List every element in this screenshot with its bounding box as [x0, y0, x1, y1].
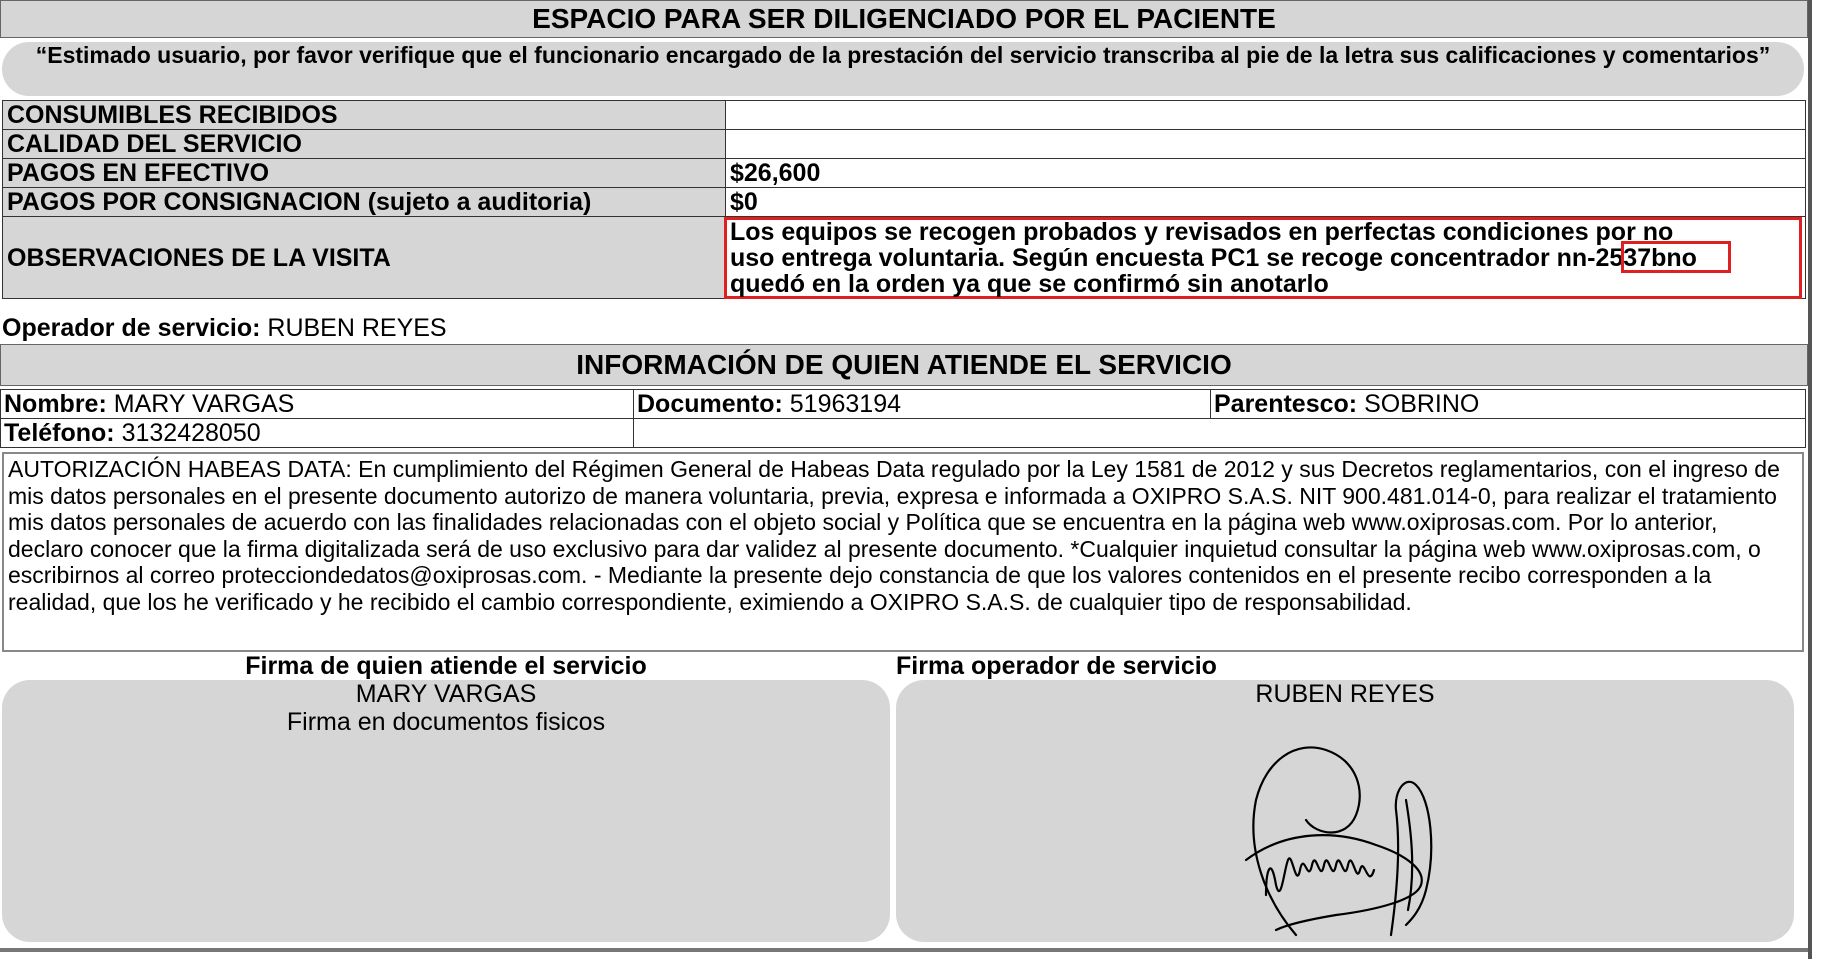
- habeas-data-text: AUTORIZACIÓN HABEAS DATA: En cumplimiento del Régimen General de Habeas Data regulado por la Ley 1581 de 2012 y sus Decretos reglamentarios, con el ingreso de mis datos personales en el presente documento autorizo de manera voluntaria, previa, expresa e informada a OXIPRO S.A.S. NIT 900.481.014-0, para realizar el tratamiento mis datos personales de acuerdo con las finalidades relacionadas con el objeto social y Política que se encuentra en la página web www.oxiprosas.com. Por lo anterior, declaro conocer que la firma digitalizada será de uso exclusivo para dar validez al presente documento. *Cualquier inquietud consultar la página web www.oxiprosas.com, o escribirnos al correo protecciondedatos@oxiprosas.com. - Mediante la presente dejo constancia de que los valores contenidos en el presente recibo corresponden a la realidad, que los he verificado y he recibido el cambio correspondiente, eximiendo a OXIPRO S.A.S. de cualquier tipo de responsabilidad.: [2, 452, 1804, 652]
- field-value: [726, 130, 1806, 159]
- nombre-value: MARY VARGAS: [106, 390, 295, 418]
- table-row: [3, 217, 1806, 299]
- parentesco-cell: [1211, 390, 1806, 419]
- field-label-bold: PAGOS POR CONSIGNACION: [7, 188, 361, 216]
- field-label: CALIDAD DEL SERVICIO: [3, 130, 726, 159]
- field-label: OBSERVACIONES DE LA VISITA: [3, 217, 726, 299]
- attendee-signature-name: MARY VARGAS: [355, 680, 537, 708]
- patient-section-title: ESPACIO PARA SER DILIGENCIADO POR EL PACIENTE: [0, 0, 1808, 38]
- field-value: $0: [726, 188, 1806, 217]
- documento-cell: [634, 390, 1211, 419]
- attendee-signature-box: [2, 680, 890, 942]
- documento-label: Documento:: [637, 390, 783, 418]
- observations-cell: [726, 217, 1806, 299]
- service-details-table: [2, 100, 1806, 299]
- operator-signature-box: [896, 680, 1794, 942]
- documento-value: 51963194: [782, 390, 902, 418]
- nombre-cell: [1, 390, 634, 419]
- nombre-label: Nombre:: [4, 390, 107, 418]
- handwritten-signature-image: [1226, 720, 1446, 940]
- operator-signature-label: Firma operador de servicio: [896, 652, 1217, 680]
- attendee-section-title: INFORMACIÓN DE QUIEN ATIENDE EL SERVICIO: [0, 344, 1808, 386]
- field-label: CONSUMIBLES RECIBIDOS: [3, 101, 726, 130]
- field-label-note: (sujeto a auditoria): [360, 188, 592, 216]
- table-row: [3, 188, 1806, 217]
- operator-label: Operador de servicio:: [2, 314, 261, 342]
- telefono-cell: [1, 419, 634, 448]
- empty-cell: [634, 419, 1806, 448]
- table-row: [3, 101, 1806, 130]
- observations-line-text: uso entrega voluntaria. Según encuesta PC1 se recoge concentrador nn-2537bno: [730, 243, 1697, 272]
- operator-name: RUBEN REYES: [260, 314, 447, 342]
- field-label: PAGOS EN EFECTIVO: [3, 159, 726, 188]
- table-row: [3, 159, 1806, 188]
- operator-line: [2, 314, 447, 342]
- telefono-label: Teléfono:: [4, 419, 115, 447]
- telefono-value: 3132428050: [114, 419, 261, 447]
- patient-notice: “Estimado usuario, por favor verifique que el funcionario encargado de la prestación del servicio transcriba al pie de la letra sus calificaciones y comentarios”: [2, 42, 1804, 96]
- table-row: [1, 419, 1806, 448]
- observations-text: [726, 219, 1805, 297]
- attendee-info-table: [0, 389, 1806, 448]
- observations-line: [730, 245, 1801, 271]
- attendee-signature-label: Firma de quien atiende el servicio: [245, 652, 647, 680]
- operator-signature-name: RUBEN REYES: [1255, 680, 1435, 708]
- attendee-signature-note: Firma en documentos fisicos: [286, 708, 606, 736]
- bottom-divider: [0, 948, 1808, 952]
- page-right-border: [1808, 0, 1812, 959]
- parentesco-value: SOBRINO: [1357, 390, 1480, 418]
- table-row: [1, 390, 1806, 419]
- observations-line: quedó en la orden ya que se confirmó sin anotarlo: [730, 269, 1329, 298]
- field-label: [3, 188, 726, 217]
- parentesco-label: Parentesco:: [1214, 390, 1358, 418]
- table-row: [3, 130, 1806, 159]
- field-value: [726, 101, 1806, 130]
- field-value: $26,600: [726, 159, 1806, 188]
- observations-line: Los equipos se recogen probados y revisados en perfectas condiciones por no: [730, 217, 1674, 246]
